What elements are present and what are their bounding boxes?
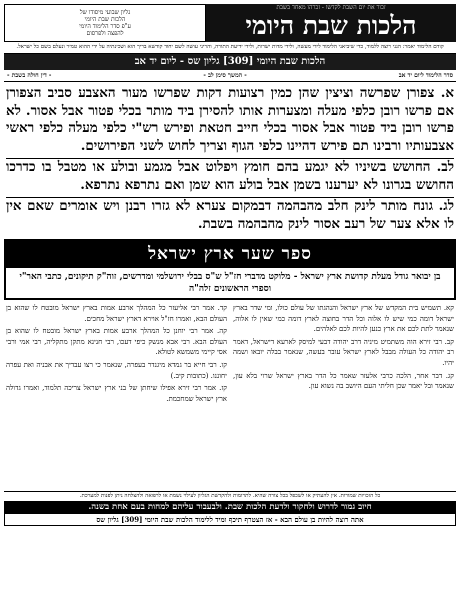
study-schedule-label: סדר הלימוד ליום יד אב [398,72,453,79]
masthead-box-line: להפצה ולפרסום [86,30,124,37]
book-paragraph: קג. דבר אחר, הלכה כרבי אלעזר שאמר כל הדר בארץ ישראל שרוי בלא עון, שנאמר ובל יאמר שכן חליתי העם היושב בה נשוא עון. [233,371,454,391]
book-paragraph: קז. אמר רבי זירא אפילו שיחתן של בני ארץ ישראל צריכה תלמוד, ואמרו גדולה ארץ ישראל שמחכמת. [6,384,227,403]
masthead-title: הלכות שבת היומי [245,11,417,40]
book-column-left [6,303,227,488]
masthead-title-block [206,4,456,42]
halacha-text [4,82,456,233]
section-sub-bar [4,70,456,82]
topic-label: - דין חולה בשבת - [7,72,52,79]
halacha-paragraph: א. צפורן שפרשה וציצין שהן כמין רצועות דקות שפרשו מעור האצבע סביב הצפורן אם פרשו רובן כלפי מעלה ומצערות אותו להסירן ביד מותר בכלי פטור אבל אסור. לא פרשו רובן ביד פטור אבל אסור בכלי חייב חטאת ופירש רש"י כלפי מעלה כלפי ראשי אצבעותיו ורבינו תם פירש דהיינו כלפי הגוף וצריך לחוש לשני הפירושים. [6,85,454,154]
book-column-right [233,303,454,488]
masthead-box-line: ע"פ סדר הלימוד היומי [79,23,131,30]
halacha-paragraph: לב. החושש בשיניו לא יגמע בהם חומץ ויפלוט אבל מגמע ובולע או מטבל בו כדרכו החושש בגרונו לא יערענו בשמן אבל בולע הוא שמן ואם נתרפא נתרפא. [6,159,454,193]
book-paragraph: קו. רבי חייא בר גמדא מיגנדר בעפרה, שנאמר כי רצו עבדיך את אבניה ואת עפרה יחוננו. (כתובות קיב.) [6,360,227,380]
book-paragraph: קד. אמר רבי אליעזר כל המהלך ארבע אמות בארץ ישראל מובטח לו שהוא בן העולם הבא, ואמרו חז"ל אוירא דארץ ישראל מחכים. [6,304,227,323]
masthead-tagline: זכור את יום השבת לקדשו - זכרהו מאחד בשבת [276,4,386,11]
masthead [4,4,456,42]
book-paragraph: קב. רבי זירא הוה משתמיט מיניה דרב יהודה דבעי למיסק לארעא דישראל, דאמר רב יהודה כל העולה מבבל לארץ ישראל עובר בעשה, שנאמר בבלה יובאו ושמה יהיו. [233,337,454,367]
masthead-box-line: הלכות שבת היומי [84,16,126,23]
masthead-info-box [4,4,206,42]
issue-subtitle: - המשך סימן לב - [203,72,247,79]
masthead-box-line: גליון שבועי מיסודו של [79,9,131,16]
book-subtitle: בן יבואר גודל מעלת קדושת ארץ ישראל - מלוקט מדברי חז"ל ש"ס בבלי ירושלמי ומדרשים, זוה"ק תיקונים, כתבי האר"י וספרי הראשונים זלה"ה [19,272,441,294]
book-columns [4,300,456,491]
book-section [4,239,456,300]
book-title: ספר שער ארץ ישראל [6,241,454,268]
newsletter-page [4,4,456,596]
intro-prayer: קודם הלימוד יאמר: הנני רוצה ללמוד, כדי שיביאני הלימוד לידי מעשה, ולידי מדות ישרות, ולידי ידיעת התורה, והריני עושה לשם יחוד קודשא בריך הוא ושכינתיה על ידי ההוא טמיר ונעלם בשם כל ישראל. [4,42,456,54]
book-paragraph: קא. תשמיש בית המקדש של ארץ ישראל והנהגתו של עולם כולו, ומי שדר בארץ ישראל דומה כמי שיש לו אלוה וכל הדר בחוצה לארץ דומה כמי שאין לו אלוה, שנאמר לתת לכם את ארץ כנען להיות לכם לאלהים. [233,304,454,334]
footer-banner: חיוב גמור לדרוש ולחקור ולדעת הלכות שבת. ולבעבור עליהם למחות בעם אחת בשנה. [4,501,456,513]
footer-bottom-line: אתה רוצה להיות בן עולם הבא - אז הצטרף תיכף ומיד ללימוד הלכות שבת היומי [309] גליון שס [4,513,456,526]
book-paragraph: קה. אמר רבי יוחנן כל המהלך ארבע אמות בארץ ישראל מובטח לו שהוא בן העולם הבא. רבי אבא מנשק כיפי דעכו, רבי חנינא מתקן מתקליה, רבי אמי ורבי אסי קיימי משמשא לטולא. [6,327,227,357]
footer-note: כל הזכויות שמורות. אין להעתיק או לשכפל בכל צורה שהיא. לתרומות ולהקדשת הגליון לעילוי נשמת או לרפואה ולהצלחה ניתן לפנות למערכת. [4,491,456,501]
issue-title-bar [4,54,456,70]
issue-title: הלכות שבת היומי [309] גליון שס - ליום יד אב [134,56,326,67]
halacha-paragraph: לג. גונח מותר לינק חלב מהבהמה דבמקום צערא לא גזרו רבנן ויש אומרים שאם אין לו אלא צער של רעב אסור לינק מהבהמה בשבת. [6,198,454,232]
